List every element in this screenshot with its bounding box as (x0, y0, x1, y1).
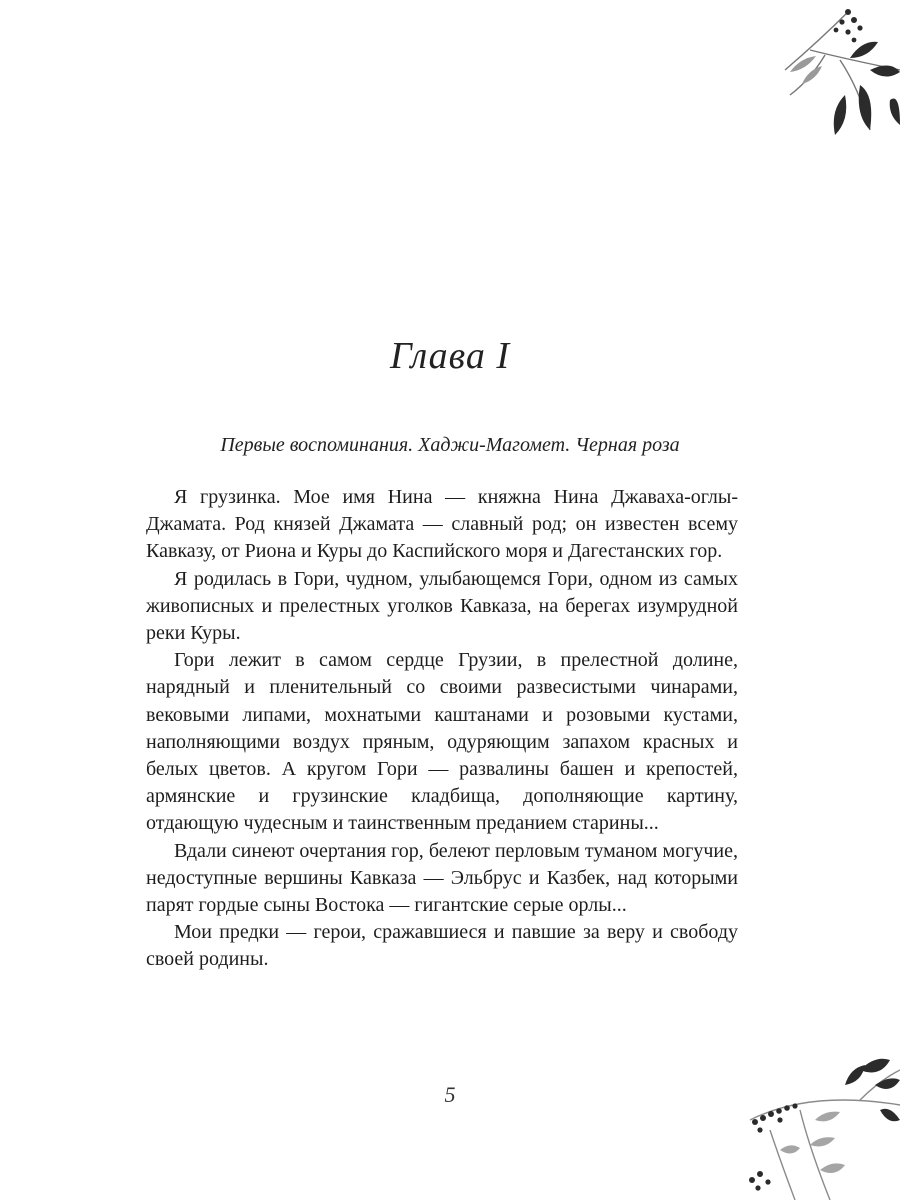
paragraph: Я родилась в Гори, чудном, улыбающемся Гори, одном из самых живописных и прелестных уголков Кавказа, на берегах изумрудной реки Куры. (146, 567, 738, 645)
body-text (146, 484, 738, 974)
floral-wreath-icon (740, 1050, 900, 1200)
floral-branch-icon (750, 0, 900, 140)
chapter-subtitle: Первые воспоминания. Хаджи-Магомет. Черная роза (220, 434, 680, 456)
paragraph: Мои предки — герои, сражавшиеся и павшие за веру и свободу своей родины. (146, 921, 738, 971)
paragraph: Вдали синеют очертания гор, белеют перловым туманом могучие, недоступные вершины Кавказа — Эльбрус и Казбек, над которыми парят гордые сыны Востока — гигантские серые орлы... (146, 839, 738, 917)
paragraph: Гори лежит в самом сердце Грузии, в прелестной долине, нарядный и пленительный со своими развесистыми чинарами, вековыми липами, мохнатыми каштанами и розовыми кустами, наполняющими воздух пряным, одуряющим запахом красных и белых цветов. А кругом Гори — развалины башен и крепостей, армянские и грузинские кладбища, дополняющие картину, отдающую чудесным и таинственным преданием старины... (146, 649, 738, 835)
chapter-title: Глава I (389, 335, 511, 377)
page-number: 5 (444, 1082, 456, 1107)
paragraph: Я грузинка. Мое имя Нина — княжна Нина Джаваха-оглы-Джамата. Род князей Джамата — славный род; он известен всему Кавказу, от Риона и Куры до Каспийского моря и Дагестанских гор. (146, 486, 738, 563)
